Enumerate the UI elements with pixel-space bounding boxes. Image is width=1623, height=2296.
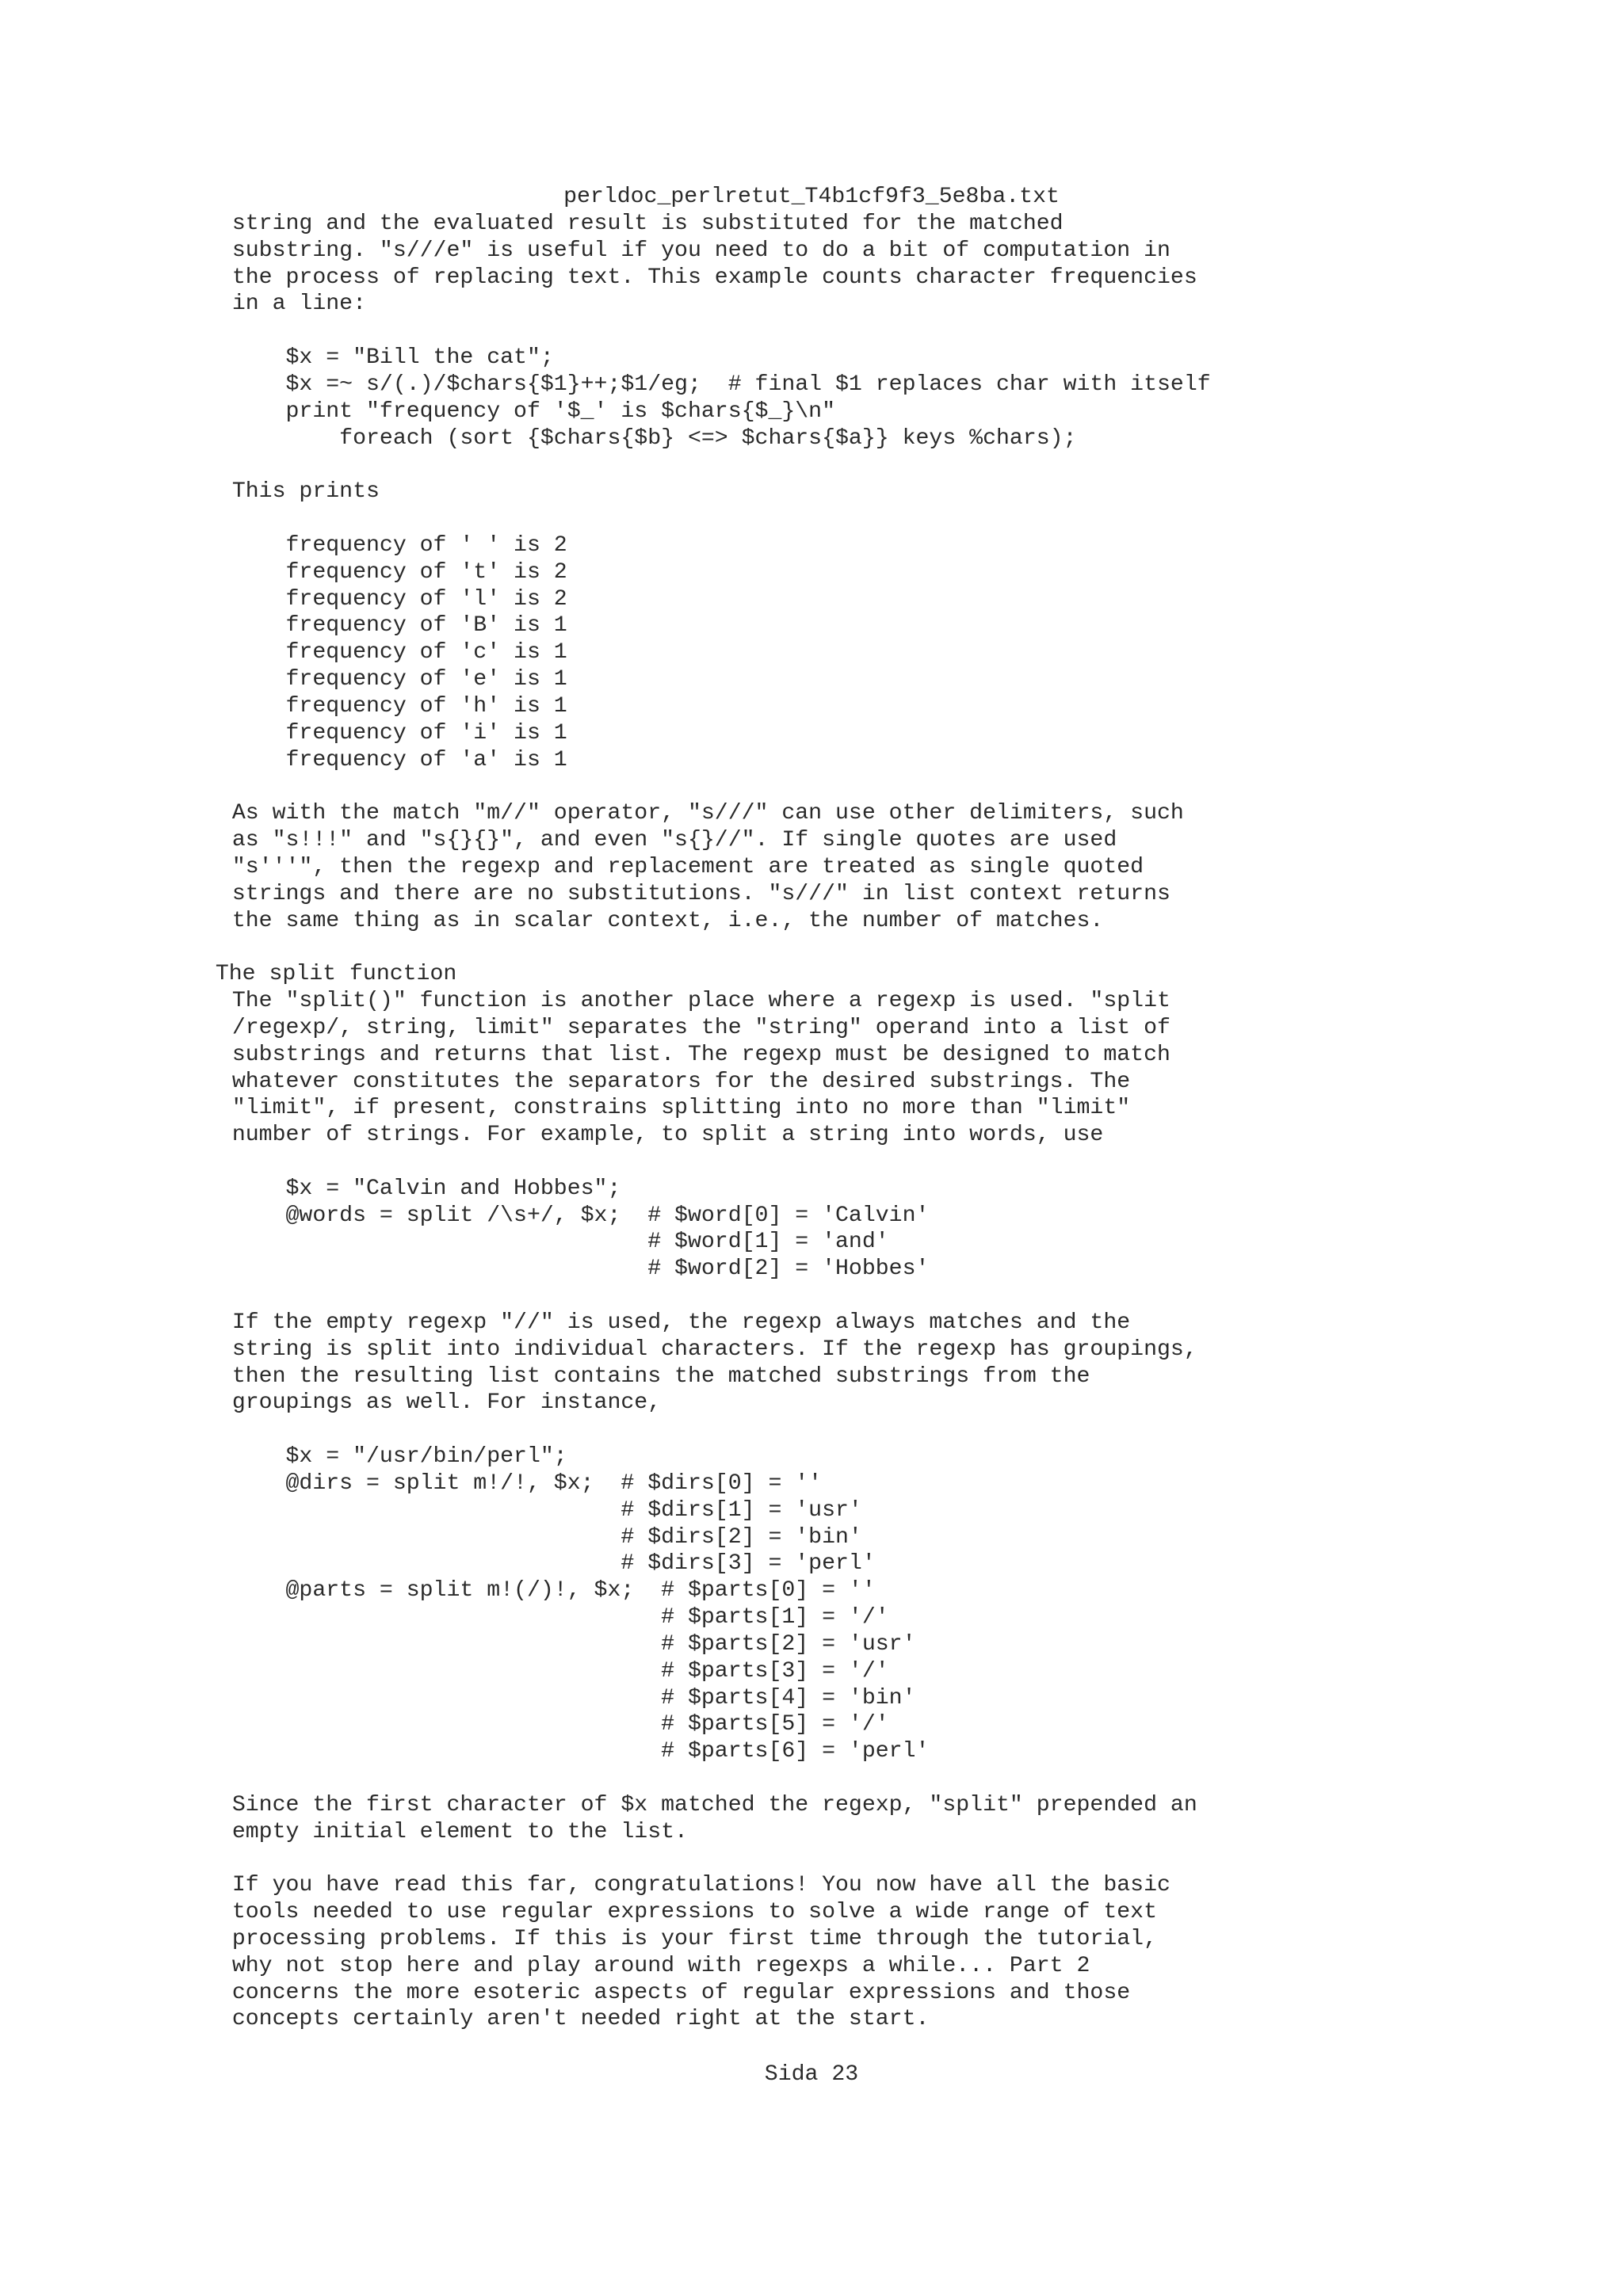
code-block-frequency-output: frequency of ' ' is 2 frequency of 't' is 2 frequency of 'l' is 2 frequency of 'B' is 1 frequency of 'c' is 1 frequency of 'e' is 1 frequency of 'h' is 1 frequency of 'i' is 1 frequency of 'a' is 1 (285, 532, 567, 772)
paragraph-s-e-modifier: string and the evaluated result is substituted for the matched substring. "s///e" is useful if you need to do a bit of computation in the process of replacing text. This example counts character frequencies in a line: (231, 212, 1197, 317)
blank-line (205, 934, 1600, 961)
code-block-split-words: $x = "Calvin and Hobbes"; @words = split /\s+/, $x; # $word[0] = 'Calvin' # $word[1] = 'and' # $word[2] = 'Hobbes' (285, 1176, 930, 1282)
paragraph-empty-regexp: If the empty regexp "//" is used, the regexp always matches and the string is split into individual characters. If the regexp has groupings, then the resulting list contains the matched substrings from the groupings as well. For instance, (231, 1310, 1197, 1416)
page-header-filename: perldoc_perlretut_T4b1cf9f3_5e8ba.txt (563, 185, 1060, 209)
blank-line (205, 1283, 1600, 1310)
paragraph-this-prints: This prints (205, 479, 380, 505)
paragraph-split-intro: The "split()" function is another place where a regexp is used. "split /regexp/, string, limit" separates the "string" operand into a list of substrings and returns that list. The regexp must be designed to match whatever constitutes the separators for the desired substrings. The "limit", if present, constrains splitting into no more than "limit" number of strings. For example, to split a string into words, use (231, 989, 1170, 1148)
paragraph-first-character: Since the first character of $x matched the regexp, "split" prepended an empty initial element to the list. (231, 1792, 1197, 1844)
blank-line (205, 1846, 1600, 1873)
blank-line (205, 318, 1600, 345)
blank-line (205, 773, 1600, 800)
blank-line (205, 1765, 1600, 1792)
paragraph-delimiters: As with the match "m//" operator, "s///" can use other delimiters, such as "s!!!" and "s{}{}", and even "s{}//". If single quotes are used "s'''", then the regexp and replacement are treated as single quoted strings and there are no substitutions. "s///" in list context returns the same thing as in scalar context, i.e., the number of matches. (231, 801, 1184, 933)
blank-line (205, 1417, 1600, 1444)
blank-line (205, 452, 1600, 479)
blank-line (205, 505, 1600, 532)
blank-line (205, 1149, 1600, 1176)
section-heading-split-function: The split function (189, 962, 457, 987)
code-block-split-dirs: $x = "/usr/bin/perl"; @dirs = split m!/!, $x; # $dirs[0] = '' # $dirs[1] = 'usr' # $dirs[2] = 'bin' # $dirs[3] = 'perl' @parts = split m!(/)!, $x; # $parts[0] = '' # $parts[1] = '/' # $parts[2] = 'usr' # $parts[3] = '/' # $parts[4] = 'bin' # $parts[5] = '/' # $parts[6] = 'perl' (285, 1444, 930, 1764)
code-block-frequency: $x = "Bill the cat"; $x =~ s/(.)/$chars{$1}++;$1/eg; # final $1 replaces char with itself print "frequency of '$_' is $chars{$_}\n" foreach (sort {$chars{$b} <=> $chars{$a}} keys %chars); (285, 345, 1211, 451)
paragraph-congratulations: If you have read this far, congratulations! You now have all the basic tools needed to use regular expressions to solve a wide range of text processing problems. If this is your first time through the tutorial, why not stop here and play around with regexps a while... Part 2 concerns the more esoteric aspects of regular expressions and those concepts certainly aren't needed right at the start. (231, 1873, 1170, 2032)
document-body (189, 211, 1600, 2033)
page-footer-number: Sida 23 (764, 2062, 859, 2087)
